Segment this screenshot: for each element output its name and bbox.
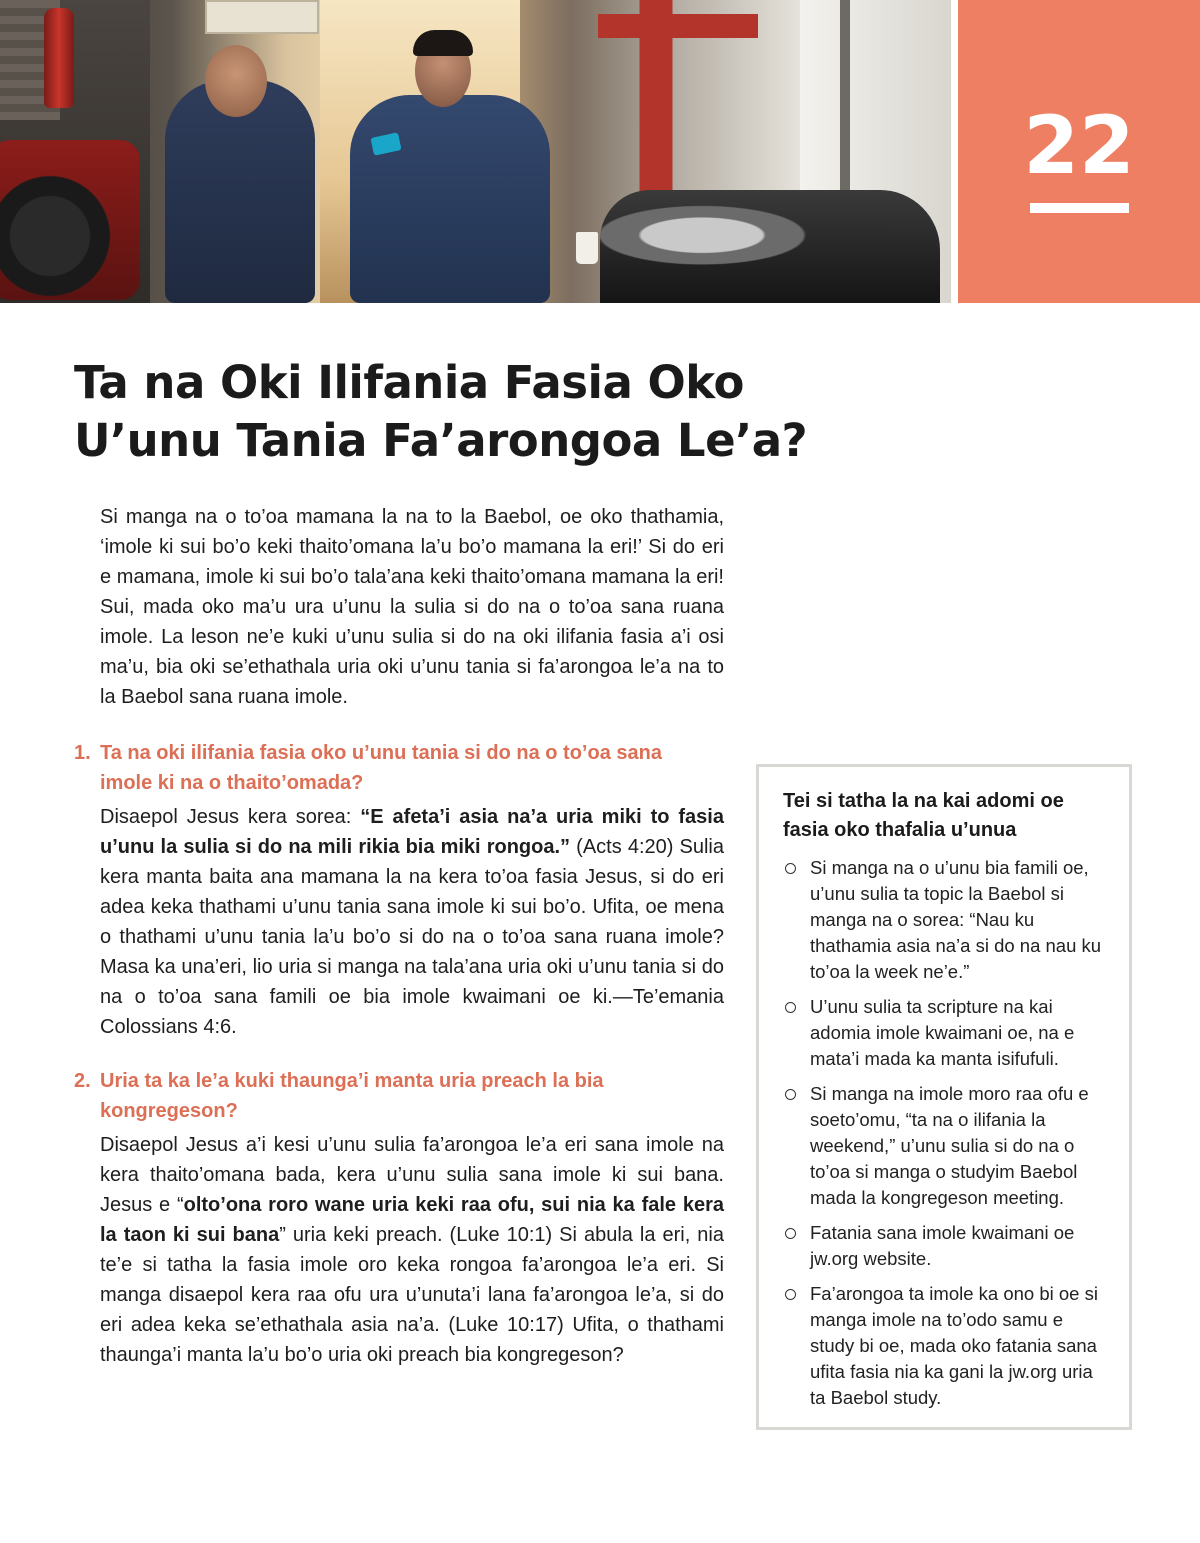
- list-item: [783, 1220, 1107, 1272]
- fire-extinguisher: [44, 8, 74, 108]
- bullet-icon: [785, 1228, 796, 1239]
- answer-text: Disaepol Jesus a’i kesi u’unu sulia fa’arongoa le’a eri sana imole na kera thaito’omana bada, kera u’unu sulia sana imole ki sui bana. Jesus e “: [100, 1134, 724, 1216]
- bullet-icon: [785, 1289, 796, 1300]
- older-mechanic-head: [205, 45, 267, 117]
- list-item-text: Si manga na imole moro raa ofu e soeto’omu, “ta na o ilifania la weekend,” u’unu sulia si do na o to’oa si manga o studyim Baebol mada la kongregeson meeting.: [810, 1083, 1089, 1208]
- bullet-icon: [785, 1002, 796, 1013]
- bullet-icon: [785, 1089, 796, 1100]
- question-text: Ta na oki ilifania fasia oko u’unu tania si do na o to’oa sana imole ki na o thaito’omada?: [100, 742, 662, 794]
- hero-photo: [0, 0, 951, 303]
- list-item-text: U’unu sulia ta scripture na kai adomia imole kwaimani oe, na e mata’i mada ka manta isifufuli.: [810, 996, 1075, 1069]
- answer-text: Disaepol Jesus kera sorea:: [100, 806, 361, 828]
- bullet-icon: [785, 863, 796, 874]
- coffee-cup: [576, 232, 598, 264]
- question-number: 2.: [74, 1070, 91, 1092]
- list-item: [783, 1281, 1107, 1411]
- younger-mechanic-hair: [413, 30, 473, 56]
- question-1: [74, 738, 724, 798]
- chapter-rule: [1030, 203, 1129, 213]
- answer-text: ” uria keki preach. (Luke 10:1) Si abula la eri, nia te’e si tatha la fasia imole oro keka rongoa fa’arongoa le’a eri. Si manga disaepol kera raa ofu ura u’unuta’i lana fa’arongoa le’a, si do eri adea keka se’ethathala asia na’a. (Luke 10:17) Ufita, o thathami thaunga’i manta la’u bo’o uria oki preach bia kongregeson?: [100, 1224, 724, 1366]
- red-motorcycle: [0, 140, 140, 300]
- list-item: [783, 1081, 1107, 1211]
- title-line-2: U’unu Tania Fa’arongoa Le’a?: [74, 414, 808, 467]
- tips-box: [756, 764, 1132, 1430]
- chapter-badge: [958, 0, 1200, 303]
- list-item-text: Fa’arongoa ta imole ka ono bi oe si manga imole na to’odo samu e study bi oe, mada oko fatania sana ufita fasia nia ka gani la jw.org uria ta Baebol study.: [810, 1283, 1098, 1408]
- answer-quote: olto’ona roro wane uria keki raa ofu, sui nia ka fale kera la taon ki sui bana: [100, 1194, 724, 1246]
- black-motorcycle: [600, 190, 940, 303]
- page-title: [74, 354, 874, 470]
- tips-box-title: Tei si tatha la na kai adomi oe fasia oko thafalia u’unua: [783, 790, 1064, 841]
- wall-sign: [205, 0, 319, 34]
- title-line-1: Ta na Oki Ilifania Fasia Oko: [74, 356, 744, 409]
- chapter-number: 22: [1023, 99, 1135, 192]
- question-2: [74, 1066, 724, 1126]
- main-column: [74, 502, 724, 1394]
- list-item: [783, 994, 1107, 1072]
- younger-mechanic: [350, 95, 550, 303]
- intro-paragraph: Si manga na o to’oa mamana la na to la Baebol, oe oko thathamia, ‘imole ki sui bo’o keki thaito’omana la’u bo’o mamana la eri!’ Si do eri e mamana, imole ki sui bo’o tala’ana keki thaito’omana mamana la eri! Sui, mada oko ma’u ura u’unu la sulia si do na o to’oa sana ruana imole. La leson ne’e kuki u’unu sulia si do na oki ilifania fasia a’i osi ma’u, bia oki se’ethathala uria oki u’unu tania si fa’arongoa le’a na to la Baebol sana ruana imole.: [100, 506, 724, 708]
- question-text: Uria ta ka le’a kuki thaunga’i manta uria preach la bia kongregeson?: [100, 1070, 604, 1122]
- red-lift-bar: [598, 14, 758, 38]
- answer-1: [74, 802, 724, 1042]
- answer-text: (Acts 4:20) Sulia kera manta baita ana mamana la na kera to’oa fasia Jesus, si do eri adea keka thathami u’unu tania sana imole ki sui bo’o. Ufita, oe mena o thathami u’unu tania la’u bo’o si do na o to’oa sana ruana imole? Masa ka una’eri, lio uria si manga na tala’ana uria oki u’unu tania si do na o to’oa sana famili oe bia imole kwaimani oe ki.—Te’emania Colossians 4:6.: [100, 836, 724, 1038]
- list-item-text: Fatania sana imole kwaimani oe jw.org website.: [810, 1222, 1075, 1269]
- question-number: 1.: [74, 742, 91, 764]
- tips-list: [783, 855, 1107, 1411]
- answer-quote: “E afeta’i asia na’a uria miki to fasia u’unu la sulia si do na mili rikia bia miki rongoa.”: [100, 806, 724, 858]
- list-item: [783, 855, 1107, 985]
- answer-2: [74, 1130, 724, 1370]
- list-item-text: Si manga na o u’unu bia famili oe, u’unu sulia ta topic la Baebol si manga na o sorea: “Nau ku thathamia asia na’a si do na nau ku to’oa la week ne’e.”: [810, 857, 1102, 982]
